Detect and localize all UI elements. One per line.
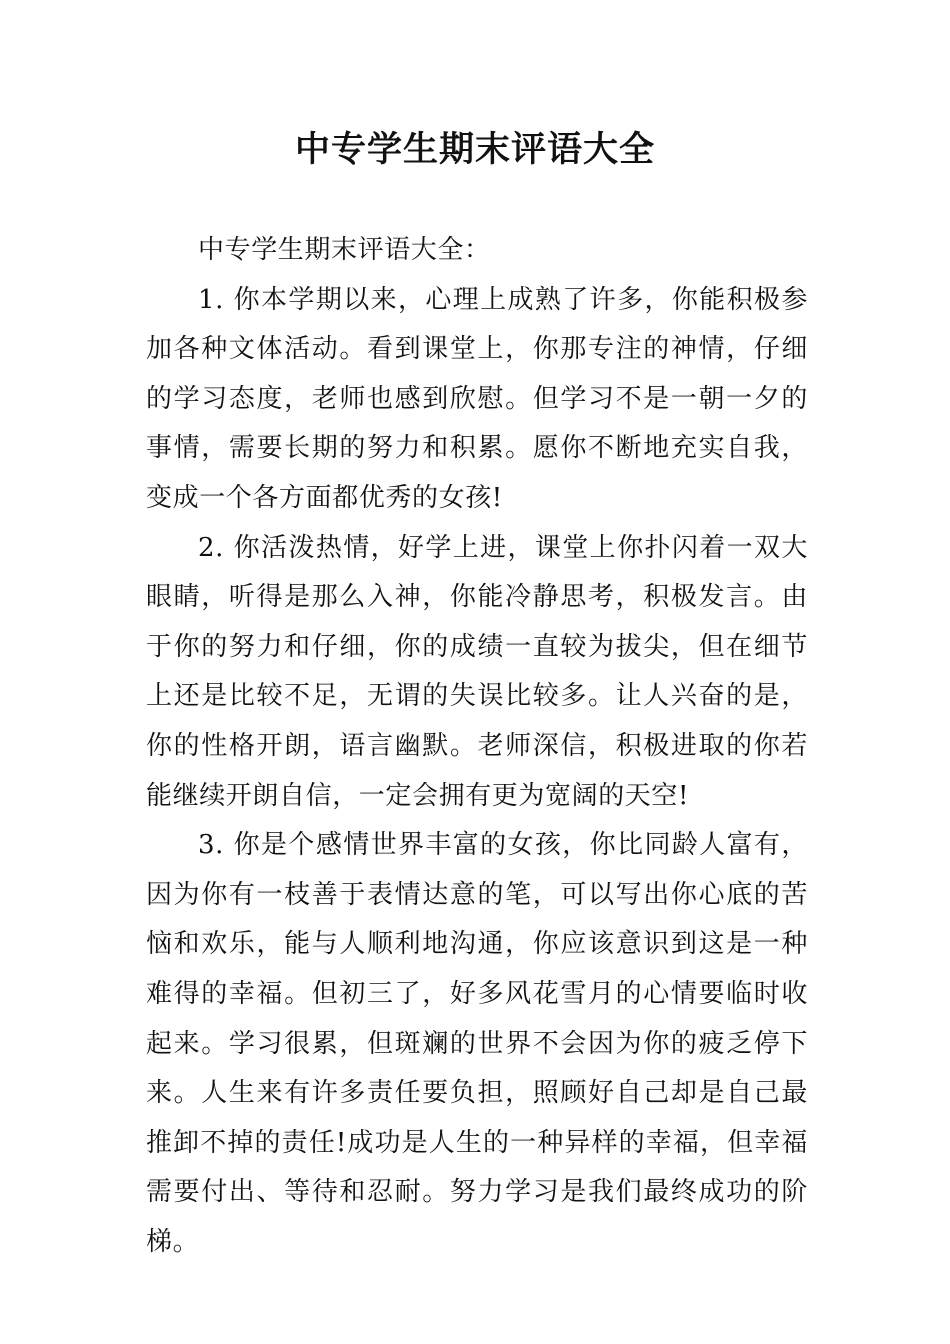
comment-paragraph-3: 3. 你是个感情世界丰富的女孩，你比同龄人富有，因为你有一枝善于表情达意的笔，可以写出你心底的苦恼和欢乐，能与人顺利地沟通，你应该意识到这是一种难得的幸福。但初三了，好多风花雪月的心情要临时收起来。学习很累，但斑斓的世界不会因为你的疲乏停下来。人生来有许多责任要负担，照顾好自己却是自己最推卸不掉的责任!成功是人生的一种异样的幸福，但幸福需要付出、等待和忍耐。努力学习是我们最终成功的阶梯。	[146, 830, 808, 1257]
document-title: 中专学生期末评语大全	[294, 129, 655, 170]
comment-paragraph-1: 1. 你本学期以来，心理上成熟了许多，你能积极参加各种文体活动。看到课堂上，你那专注的神情，仔细的学习态度，老师也感到欣慰。但学习不是一朝一夕的事情，需要长期的努力和积累。愿你不断地充实自我，变成一个各方面都优秀的女孩!	[146, 284, 808, 513]
intro-paragraph: 中专学生期末评语大全：	[198, 235, 491, 265]
document-body	[146, 226, 808, 1267]
comment-paragraph-2: 2. 你活泼热情，好学上进，课堂上你扑闪着一双大眼睛，听得是那么入神，你能冷静思考，积极发言。由于你的努力和仔细，你的成绩一直较为拔尖，但在细节上还是比较不足，无谓的失误比较多。让人兴奋的是，你的性格开朗，语言幽默。老师深信，积极进取的你若能继续开朗自信，一定会拥有更为宽阔的天空!	[146, 532, 808, 811]
